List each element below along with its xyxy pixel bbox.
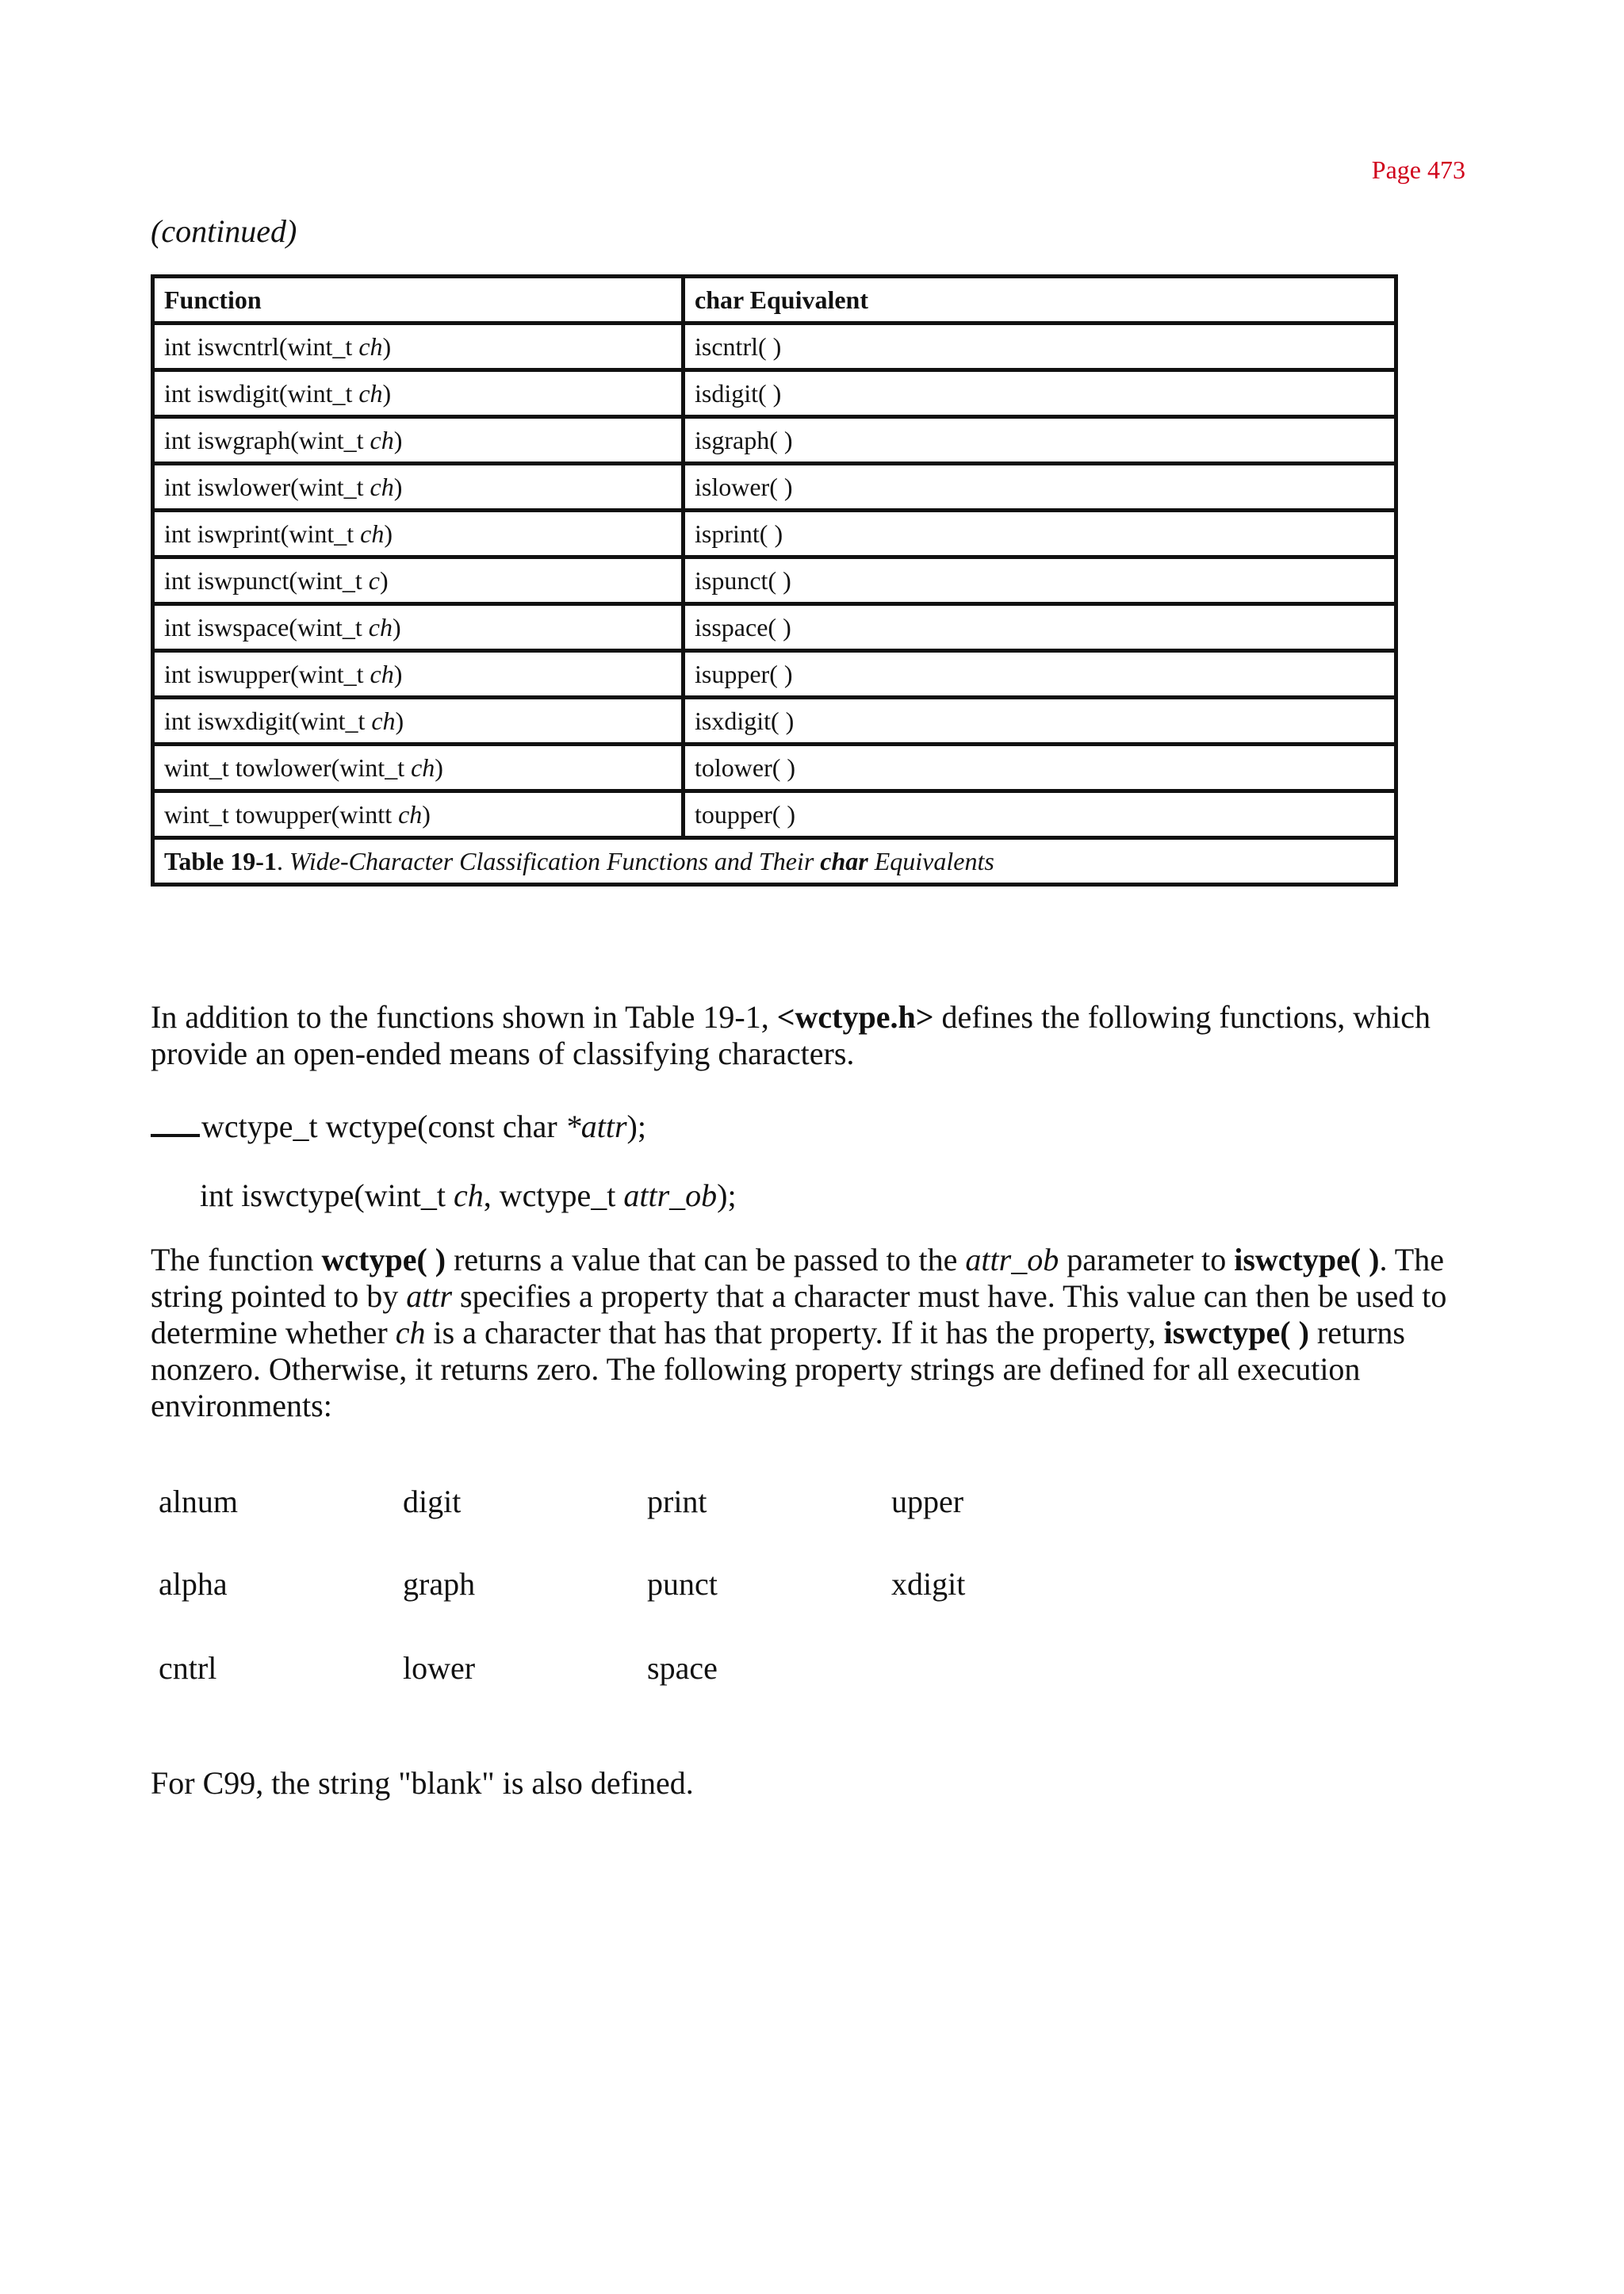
desc-text: parameter to — [1059, 1242, 1235, 1277]
table-row — [153, 557, 1396, 604]
function-argument: ch — [411, 753, 435, 782]
property-string: digit — [403, 1484, 462, 1519]
iswctype-proto-pre: int iswctype(wint_t — [200, 1178, 454, 1213]
table-row — [153, 651, 1396, 698]
table-caption — [153, 838, 1396, 885]
property-string: alnum — [159, 1484, 238, 1519]
function-argument: ch — [371, 707, 396, 735]
function-argument: ch — [360, 519, 385, 548]
desc-function-name: iswctype( ) — [1163, 1315, 1309, 1350]
wide-char-functions-table — [151, 274, 1398, 887]
desc-parameter-name: attr_ob — [965, 1242, 1059, 1277]
function-signature-text: int iswdigit(wint_t — [164, 379, 359, 408]
char-equivalent-cell: tolower( ) — [684, 745, 1396, 791]
function-argument: ch — [358, 332, 383, 361]
function-signature-text: int iswupper(wint_t — [164, 660, 370, 688]
table-row — [153, 604, 1396, 651]
caption-text: Wide-Character Classification Functions and Their — [289, 847, 821, 875]
property-string: punct — [647, 1566, 718, 1602]
table-row — [153, 417, 1396, 464]
char-equivalent-cell: ispunct( ) — [684, 557, 1396, 604]
char-equivalent-cell: islower( ) — [684, 464, 1396, 511]
function-argument: ch — [358, 379, 383, 408]
table-row — [153, 324, 1396, 370]
intro-text-1: In addition to the functions shown in Table 19-1, — [151, 999, 777, 1035]
function-signature-end: ) — [392, 613, 401, 641]
function-signature-text: int iswspace(wint_t — [164, 613, 369, 641]
function-signature-text: int iswgraph(wint_t — [164, 426, 370, 454]
function-signature-end: ) — [382, 379, 392, 408]
table-row — [153, 464, 1396, 511]
function-signature-end: ) — [393, 473, 403, 501]
table-row — [153, 791, 1396, 838]
function-signature-end: ) — [435, 753, 443, 782]
function-signature-text: int iswprint(wint_t — [164, 519, 361, 548]
continued-label: (continued) — [151, 213, 297, 249]
desc-text: is a character that has that property. If it has the property, — [425, 1315, 1164, 1350]
function-argument: c — [368, 566, 380, 595]
table-caption-row — [153, 838, 1396, 885]
header-function: Function — [153, 277, 684, 324]
desc-text: . The string pointed to by — [151, 1242, 1444, 1314]
property-string: space — [647, 1650, 718, 1686]
table-row — [153, 370, 1396, 417]
property-string: lower — [403, 1650, 476, 1686]
table-row — [153, 511, 1396, 557]
char-equivalent-cell: isdigit( ) — [684, 370, 1396, 417]
desc-text: specifies a property that a character must have. This value can then be used to determine whether — [151, 1278, 1447, 1350]
wctype-proto-arg: *attr — [565, 1109, 627, 1144]
property-string: cntrl — [159, 1650, 217, 1686]
caption-text: Equivalents — [868, 847, 994, 875]
description-paragraph — [151, 1242, 1491, 1424]
property-string: alpha — [159, 1566, 228, 1602]
function-signature-text: int iswcntrl(wint_t — [164, 332, 359, 361]
caption-separator: . — [276, 847, 289, 875]
desc-function-name: wctype( ) — [321, 1242, 446, 1277]
table-header-row — [153, 277, 1396, 324]
function-cell — [153, 417, 684, 464]
property-string: upper — [891, 1484, 964, 1519]
desc-text: The function — [151, 1242, 322, 1277]
desc-text: returns a value that can be passed to the — [446, 1242, 966, 1277]
header-char-equivalent: char Equivalent — [684, 277, 1396, 324]
function-cell — [153, 511, 684, 557]
function-argument: ch — [398, 800, 423, 829]
char-equivalent-cell: toupper( ) — [684, 791, 1396, 838]
iswctype-proto-end: ); — [717, 1178, 737, 1213]
function-cell — [153, 324, 684, 370]
function-cell — [153, 370, 684, 417]
char-equivalent-cell: isspace( ) — [684, 604, 1396, 651]
char-equivalent-cell: iscntrl( ) — [684, 324, 1396, 370]
header-name: <wctype.h> — [776, 999, 934, 1035]
wctype-proto-text: wctype_t wctype(const char — [201, 1109, 565, 1144]
function-argument: ch — [368, 613, 393, 641]
caption-label: Table 19-1 — [164, 847, 277, 875]
table-row — [153, 745, 1396, 791]
iswctype-prototype — [200, 1177, 737, 1214]
function-signature-end: ) — [393, 660, 403, 688]
iswctype-proto-arg2: attr_ob — [623, 1178, 718, 1213]
intro-text-2: defines the following functions, which provide an open-ended means of classifying characters. — [151, 999, 1431, 1071]
function-argument: ch — [370, 660, 394, 688]
prototype-marker — [151, 1104, 200, 1137]
function-signature-text: int iswpunct(wint_t — [164, 566, 369, 595]
desc-parameter-name: ch — [395, 1315, 426, 1350]
function-signature-end: ) — [422, 800, 431, 829]
function-signature-end: ) — [379, 566, 389, 595]
function-cell — [153, 557, 684, 604]
function-signature-end: ) — [384, 519, 393, 548]
property-string: graph — [403, 1566, 476, 1602]
char-equivalent-cell: isgraph( ) — [684, 417, 1396, 464]
function-cell — [153, 791, 684, 838]
function-signature-end: ) — [382, 332, 392, 361]
function-signature-end: ) — [393, 426, 403, 454]
c99-note: For C99, the string "blank" is also defined. — [151, 1765, 694, 1801]
function-cell — [153, 698, 684, 745]
function-argument: ch — [370, 473, 394, 501]
caption-keyword: char — [820, 847, 868, 875]
function-signature-end: ) — [395, 707, 404, 735]
function-signature-text: wint_t towupper(wintt — [164, 800, 399, 829]
wctype-proto-end: ); — [626, 1109, 646, 1144]
function-cell — [153, 604, 684, 651]
wctype-prototype — [151, 1104, 646, 1145]
function-signature-text: wint_t towlower(wint_t — [164, 753, 412, 782]
desc-text: returns nonzero. Otherwise, it returns zero. The following property strings are defined for all execution environments: — [151, 1315, 1405, 1423]
function-signature-text: int iswlower(wint_t — [164, 473, 370, 501]
char-equivalent-cell: isupper( ) — [684, 651, 1396, 698]
iswctype-proto-mid: , wctype_t — [483, 1178, 624, 1213]
property-string: print — [647, 1484, 707, 1519]
table-row — [153, 698, 1396, 745]
iswctype-proto-arg1: ch — [453, 1178, 484, 1213]
page-number: Page 473 — [1371, 155, 1465, 184]
intro-paragraph — [151, 999, 1459, 1072]
function-signature-text: int iswxdigit(wint_t — [164, 707, 372, 735]
char-equivalent-cell: isprint( ) — [684, 511, 1396, 557]
char-equivalent-cell: isxdigit( ) — [684, 698, 1396, 745]
function-argument: ch — [370, 426, 394, 454]
function-cell — [153, 745, 684, 791]
property-string: xdigit — [891, 1566, 966, 1602]
function-cell — [153, 464, 684, 511]
desc-function-name: iswctype( ) — [1234, 1242, 1380, 1277]
desc-parameter-name: attr — [406, 1278, 453, 1314]
function-cell — [153, 651, 684, 698]
